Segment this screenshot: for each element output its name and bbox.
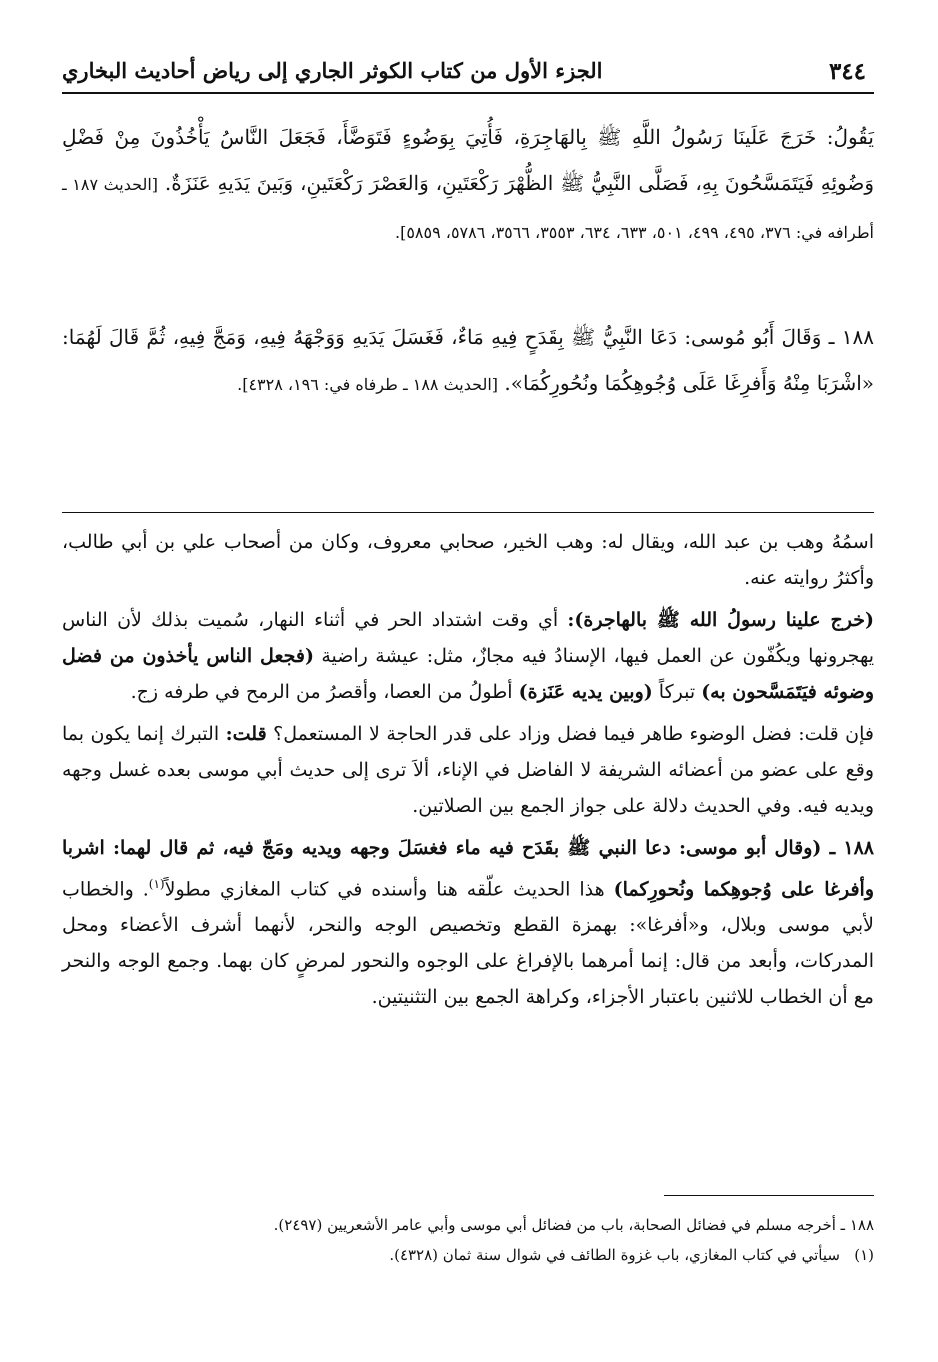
lemma-hadith-188: ١٨٨ ـ (وقال أبو موسى: دعا النبي ﷺ بقَدَح فيه ماء فغسَلَ وجهه ويديه ومَجّ فيه، ثم قال لهما: اشربا وأفرغا على وُجوهِكما ونُحورِكما) — [62, 837, 875, 901]
footnote-ref: (١) — [148, 877, 165, 891]
commentary-p1-text: اسمُهُ وهب بن عبد الله، ويقال له: وهب الخير، صحابي معروف، وكان من أصحاب علي بن أبي طالب، وأكثرُ روايته عنه. — [62, 531, 874, 589]
hadith-188-text: ١٨٨ ـ وَقَالَ أَبُو مُوسى: دَعَا النَّبِيُّ ﷺ بِقَدَحٍ فِيهِ مَاءٌ، فَغَسَلَ يَدَيهِ وَوَجْهَهُ فِيهِ، وَمَجَّ فِيهِ، ثُمَّ قَالَ لَهُمَا: «اشْرَبَا مِنْهُ وَأَفرِغَا عَلَى وُجُوهِكُمَا ونُحُورِكُمَا». — [62, 325, 874, 395]
footnote-1: (١) سيأتي في كتاب المغازي، باب غزوة الطائف في شوال سنة ثمان (٤٣٢٨). — [389, 1246, 874, 1264]
commentary-paragraph-1 — [62, 524, 874, 596]
hadith-187-text: يَقُولُ: خَرَجَ عَلَينَا رَسُولُ اللَّهِ ﷺ بِالهَاجِرَةِ، فَأُتِيَ بِوَضُوءٍ فَتَوَضَّأَ، فَجَعَلَ النَّاسُ يَأْخُذُونَ مِنْ فَضْلِ وَضُوئِهِ فَيَتَمَسَّحُونَ بِهِ، فَصَلَّى النَّبِيُّ ﷺ الظُّهْرَ رَكْعَتَينِ، وَالعَصْرَ رَكْعَتَينِ، وَبَينَ يَدَيهِ عَنَزَةٌ. — [62, 125, 874, 195]
hadith-187-paragraph — [62, 114, 874, 256]
footnotes — [62, 1210, 874, 1270]
lemma-tamassuh: (فجعل الناس يأخذون من فضل وضوئه فيَتَمَسَّحون به) — [62, 645, 874, 703]
commentary-paragraph-2 — [62, 602, 874, 710]
commentary-p4-text-b: . والخطاب لأبي موسى وبلال، و«أفرغا»: بهمزة القطع وتخصيص الوجه والنحر، لأنهما أشرف الأعضاء ومحل المدركات، وأبعد من قال: إنما أمرهما بالإفراغ على الوجوه والنحور لمرضٍ كان بهما. وجمع الوجه والنحر مع أن الخطاب للاثنين باعتبار الأجزاء، وكراهة الجمع بين التثنيتين. — [62, 878, 874, 1009]
page-header — [62, 52, 874, 94]
commentary-p2-text-c: أطولُ من العصا، وأقصرُ من الرمح في طرفه زج. — [130, 681, 513, 703]
lemma-anaza: (وبين يديه عَنَزة) — [518, 681, 653, 703]
running-title: الجزء الأول من كتاب الكوثر الجاري إلى رياض أحاديث البخاري — [62, 58, 603, 83]
hadith-188 — [62, 314, 874, 408]
book-page — [62, 52, 874, 1342]
footnote-separator — [664, 1195, 874, 1196]
commentary-p2-text-b: تبركاً — [658, 681, 696, 703]
commentary-p3-answer: التبرك إنما يكون بما وقع على عضو من أعضائه الشريفة لا الفاضل في الإناء، ألاَ ترى إلى حديث أبي موسى بعده غسل وجهه ويديه فيه. وفي الحديث دلالة على جواز الجمع بين الصلاتين. — [62, 723, 874, 817]
commentary — [62, 524, 874, 1015]
lemma-hajira: (خرج علينا رسولُ الله ﷺ بالهاجرة): — [567, 609, 874, 631]
commentary-p4-text-a: هذا الحديث علّقه هنا وأسنده في كتاب المغازي مطولاً — [164, 878, 605, 901]
commentary-paragraph-4 — [62, 830, 874, 1015]
commentary-p2-text-a: أي وقت اشتداد الحر في أثناء النهار، سُميت بذلك لأن الناس يهجرونها ويكُفّون عن العمل فيها، الإسنادُ فيه مجازٌ، مثل: عيشة راضية — [62, 609, 874, 667]
answer-marker: قلت: — [225, 723, 267, 745]
hadith-187-source: [الحديث ١٨٧ ـ أطرافه في: ٣٧٦، ٤٩٥، ٤٩٩، ٥٠١، ٦٣٣، ٦٣٤، ٣٥٥٣، ٣٥٦٦، ٥٧٨٦، ٥٨٥٩]. — [62, 175, 874, 242]
commentary-p3-question: فإن قلت: فضل الوضوء طاهر فيما فضل وزاد على قدر الحاجة لا المستعمل؟ — [273, 723, 875, 745]
page-number: ٣٤٤ — [828, 58, 866, 85]
hadith-188-source: [الحديث ١٨٨ ـ طرفاه في: ١٩٦، ٤٣٢٨]. — [237, 375, 499, 394]
commentary-paragraph-3 — [62, 716, 874, 824]
footnote-188: ١٨٨ ـ أخرجه مسلم في فضائل الصحابة، باب من فضائل أبي موسى وأبي عامر الأشعريين (٢٤٩٧). — [273, 1216, 874, 1234]
hadith-188-paragraph — [62, 314, 874, 408]
separator-line — [62, 512, 874, 513]
hadith-187 — [62, 114, 874, 256]
